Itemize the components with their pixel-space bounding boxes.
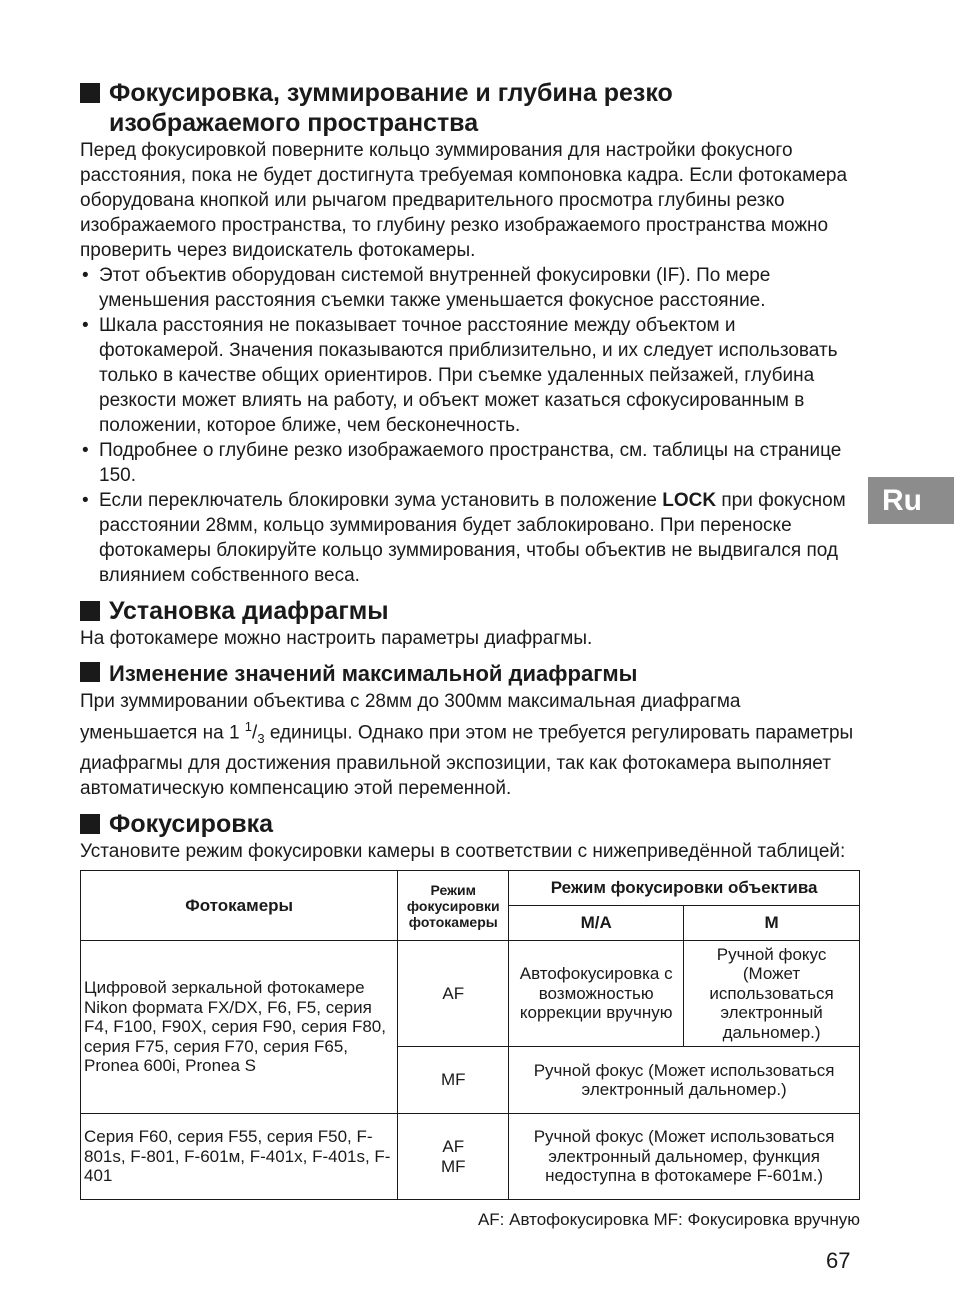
- square-bullet-icon: [80, 601, 100, 621]
- paragraph: Перед фокусировкой поверните кольцо зуммирования для настройки фокусного расстояния, пока не будет достигнута требуемая компоновка кадра. Если фотокамера оборудована кнопкой или рычагом предварительного просмотра глубины резко изображаемого пространства, то глубину резко изображаемого пространства можно проверить через видоискатель фотокамеры.: [80, 140, 848, 261]
- table-cell-mode-af: AF: [398, 941, 509, 1047]
- square-bullet-icon: [80, 83, 100, 103]
- heading-text: Изменение значений максимальной диафрагмы: [109, 661, 638, 686]
- section-title-aperture: [80, 596, 860, 626]
- paragraph: На фотокамере можно настроить параметры диафрагмы.: [80, 628, 593, 649]
- table-cell-mf-value: Ручной фокус (Может использоваться электронный дальномер.): [509, 1047, 860, 1114]
- table-footnote: AF: Автофокусировка MF: Фокусировка вручную: [477, 1210, 860, 1230]
- table-cell-mode-mf: MF: [398, 1047, 509, 1114]
- table-header-camera-mode: Режим фокусировки фотокамеры: [398, 871, 509, 941]
- heading-text: Фокусировка, зуммирование и глубина резко изображаемого пространства: [109, 79, 673, 137]
- lock-label: LOCK: [662, 490, 717, 511]
- language-tab: Ru: [868, 477, 954, 524]
- table-cell-af-ma: Автофокусировка с возможностью коррекции вручную: [509, 941, 684, 1047]
- table-header-cameras: Фотокамеры: [81, 871, 398, 941]
- table-cell-af-m: Ручной фокус (Может использоваться электронный дальномер.): [684, 941, 860, 1047]
- list-item: • Шкала расстояния не показывает точное расстояние между объектом и фотокамерой. Значения показываются приблизительно, и их следует использовать только в качестве общих ориентиров. При съемке удаленных пейзажей, глубина резкости может влиять на работу, и объект может казаться сфокусированным в положении, которое ближе, чем бесконечность.: [80, 313, 860, 438]
- table-cell-mode-af-mf: [398, 1114, 509, 1200]
- section-focus-zoom: [80, 78, 860, 588]
- mode-mf: MF: [440, 1156, 466, 1176]
- list-item: • Этот объектив оборудован системой внутренней фокусировки (IF). По мере уменьшения расстояния съемки также уменьшается фокусное расстояние.: [80, 263, 860, 313]
- section-title-focusing: [80, 809, 860, 839]
- paragraph: При зуммировании объектива с 28мм до 300мм максимальная диафрагма уменьшается на 1 $^1/_3$ единицы. Однако при этом не требуется регулировать параметры диафрагмы для достижения правильной экспозиции, так как фотокамера выполняет автоматическую компенсацию этой переменной.: [80, 691, 854, 800]
- paragraph: Установите режим фокусировки камеры в соответствии с нижеприведённой таблицей:: [80, 841, 846, 863]
- table-cell-cameras-group2: Серия F60, серия F55, серия F50, F-801s, F-801, F-601м, F-401x, F-401s, F-401: [81, 1114, 398, 1200]
- table-header-lens-mode: Режим фокусировки объектива: [509, 871, 860, 906]
- section-aperture: [80, 596, 860, 651]
- table-cell-cameras-group1: Цифровой зеркальной фотокамере Nikon формата FX/DX, F6, F5, серия F4, F100, F90X, серия F90, серия F80, серия F75, серия F70, серия F65, Pronea 600i, Pronea S: [81, 941, 398, 1114]
- section-max-aperture: [80, 659, 860, 801]
- square-bullet-icon: [80, 814, 100, 834]
- list-item-lock: • Если переключатель блокировки зума установить в положение LOCK при фокусном расстоянии 28мм, кольцо зуммирования будет заблокировано. При переноске фотокамеры блокируйте кольцо зуммирования, чтобы объектив не выдвигался под влиянием собственного веса.: [80, 488, 860, 588]
- table-header-m: M: [684, 906, 860, 941]
- section-focusing: [80, 809, 860, 1230]
- page-content: [80, 78, 860, 1230]
- page-number: 67: [826, 1248, 851, 1273]
- section-title-max-aperture: [80, 659, 860, 689]
- focus-mode-table: [80, 870, 860, 1200]
- heading-text: Фокусировка: [109, 810, 274, 839]
- bullet-list: [80, 263, 860, 588]
- heading-text: Установка диафрагмы: [109, 597, 389, 625]
- list-item: • Подробнее о глубине резко изображаемого пространства, см. таблицы на странице 150.: [80, 438, 860, 488]
- table-header-ma: M/A: [509, 906, 684, 941]
- section-title-focus-zoom: [80, 78, 860, 138]
- mode-af: AF: [442, 1137, 465, 1157]
- square-bullet-icon: [80, 662, 100, 682]
- table-cell-group2-value: Ручной фокус (Может использоваться электронный дальномер, функция недоступна в фотокамере F-601м.): [509, 1114, 860, 1200]
